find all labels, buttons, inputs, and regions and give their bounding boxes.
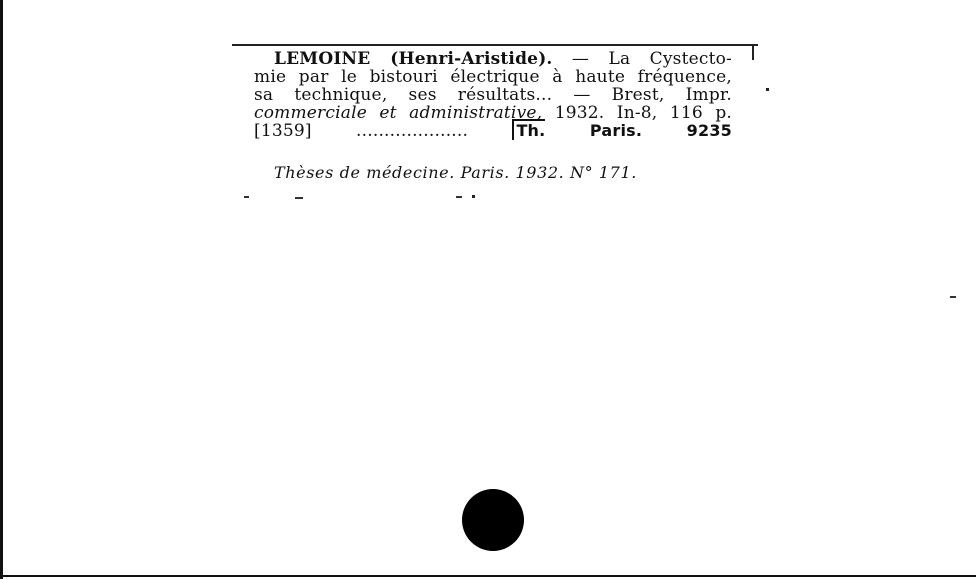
entry-line-5 bbox=[254, 122, 732, 140]
scan-speck bbox=[766, 88, 769, 91]
punch-hole bbox=[462, 489, 524, 551]
card-left-edge bbox=[0, 0, 3, 579]
top-rule bbox=[232, 44, 758, 46]
scan-mark bbox=[950, 296, 956, 298]
entry-line-3: sa technique, ses résultats... — Brest, Impr. bbox=[254, 85, 732, 105]
entry-line-4 bbox=[254, 104, 732, 122]
card-bottom-edge bbox=[0, 575, 976, 577]
shelf-mark bbox=[512, 119, 732, 140]
imprint-details: 1932. In-8, 116 p. bbox=[554, 103, 733, 123]
shelf-mark-rest: Paris. 9235 bbox=[589, 121, 732, 140]
entry-line-1 bbox=[254, 50, 732, 68]
series-note: Thèses de médecine. Paris. 1932. N° 171. bbox=[274, 163, 637, 182]
publisher-italic: commerciale et administrative, bbox=[254, 103, 543, 123]
top-rule-tick bbox=[752, 46, 754, 60]
entry-line-2: mie par le bistouri électrique à haute fréquence, bbox=[254, 67, 732, 87]
title-start: — La Cystecto- bbox=[571, 49, 733, 69]
scan-speck bbox=[472, 195, 475, 198]
scan-mark bbox=[244, 196, 249, 198]
author-heading: LEMOINE (Henri-Aristide). bbox=[274, 49, 553, 69]
call-number: [1359] .................... bbox=[254, 121, 469, 141]
scan-mark bbox=[456, 196, 462, 198]
scan-mark bbox=[295, 197, 303, 199]
shelf-mark-prefix: Th. bbox=[512, 119, 545, 140]
bibliographic-entry bbox=[254, 50, 732, 140]
